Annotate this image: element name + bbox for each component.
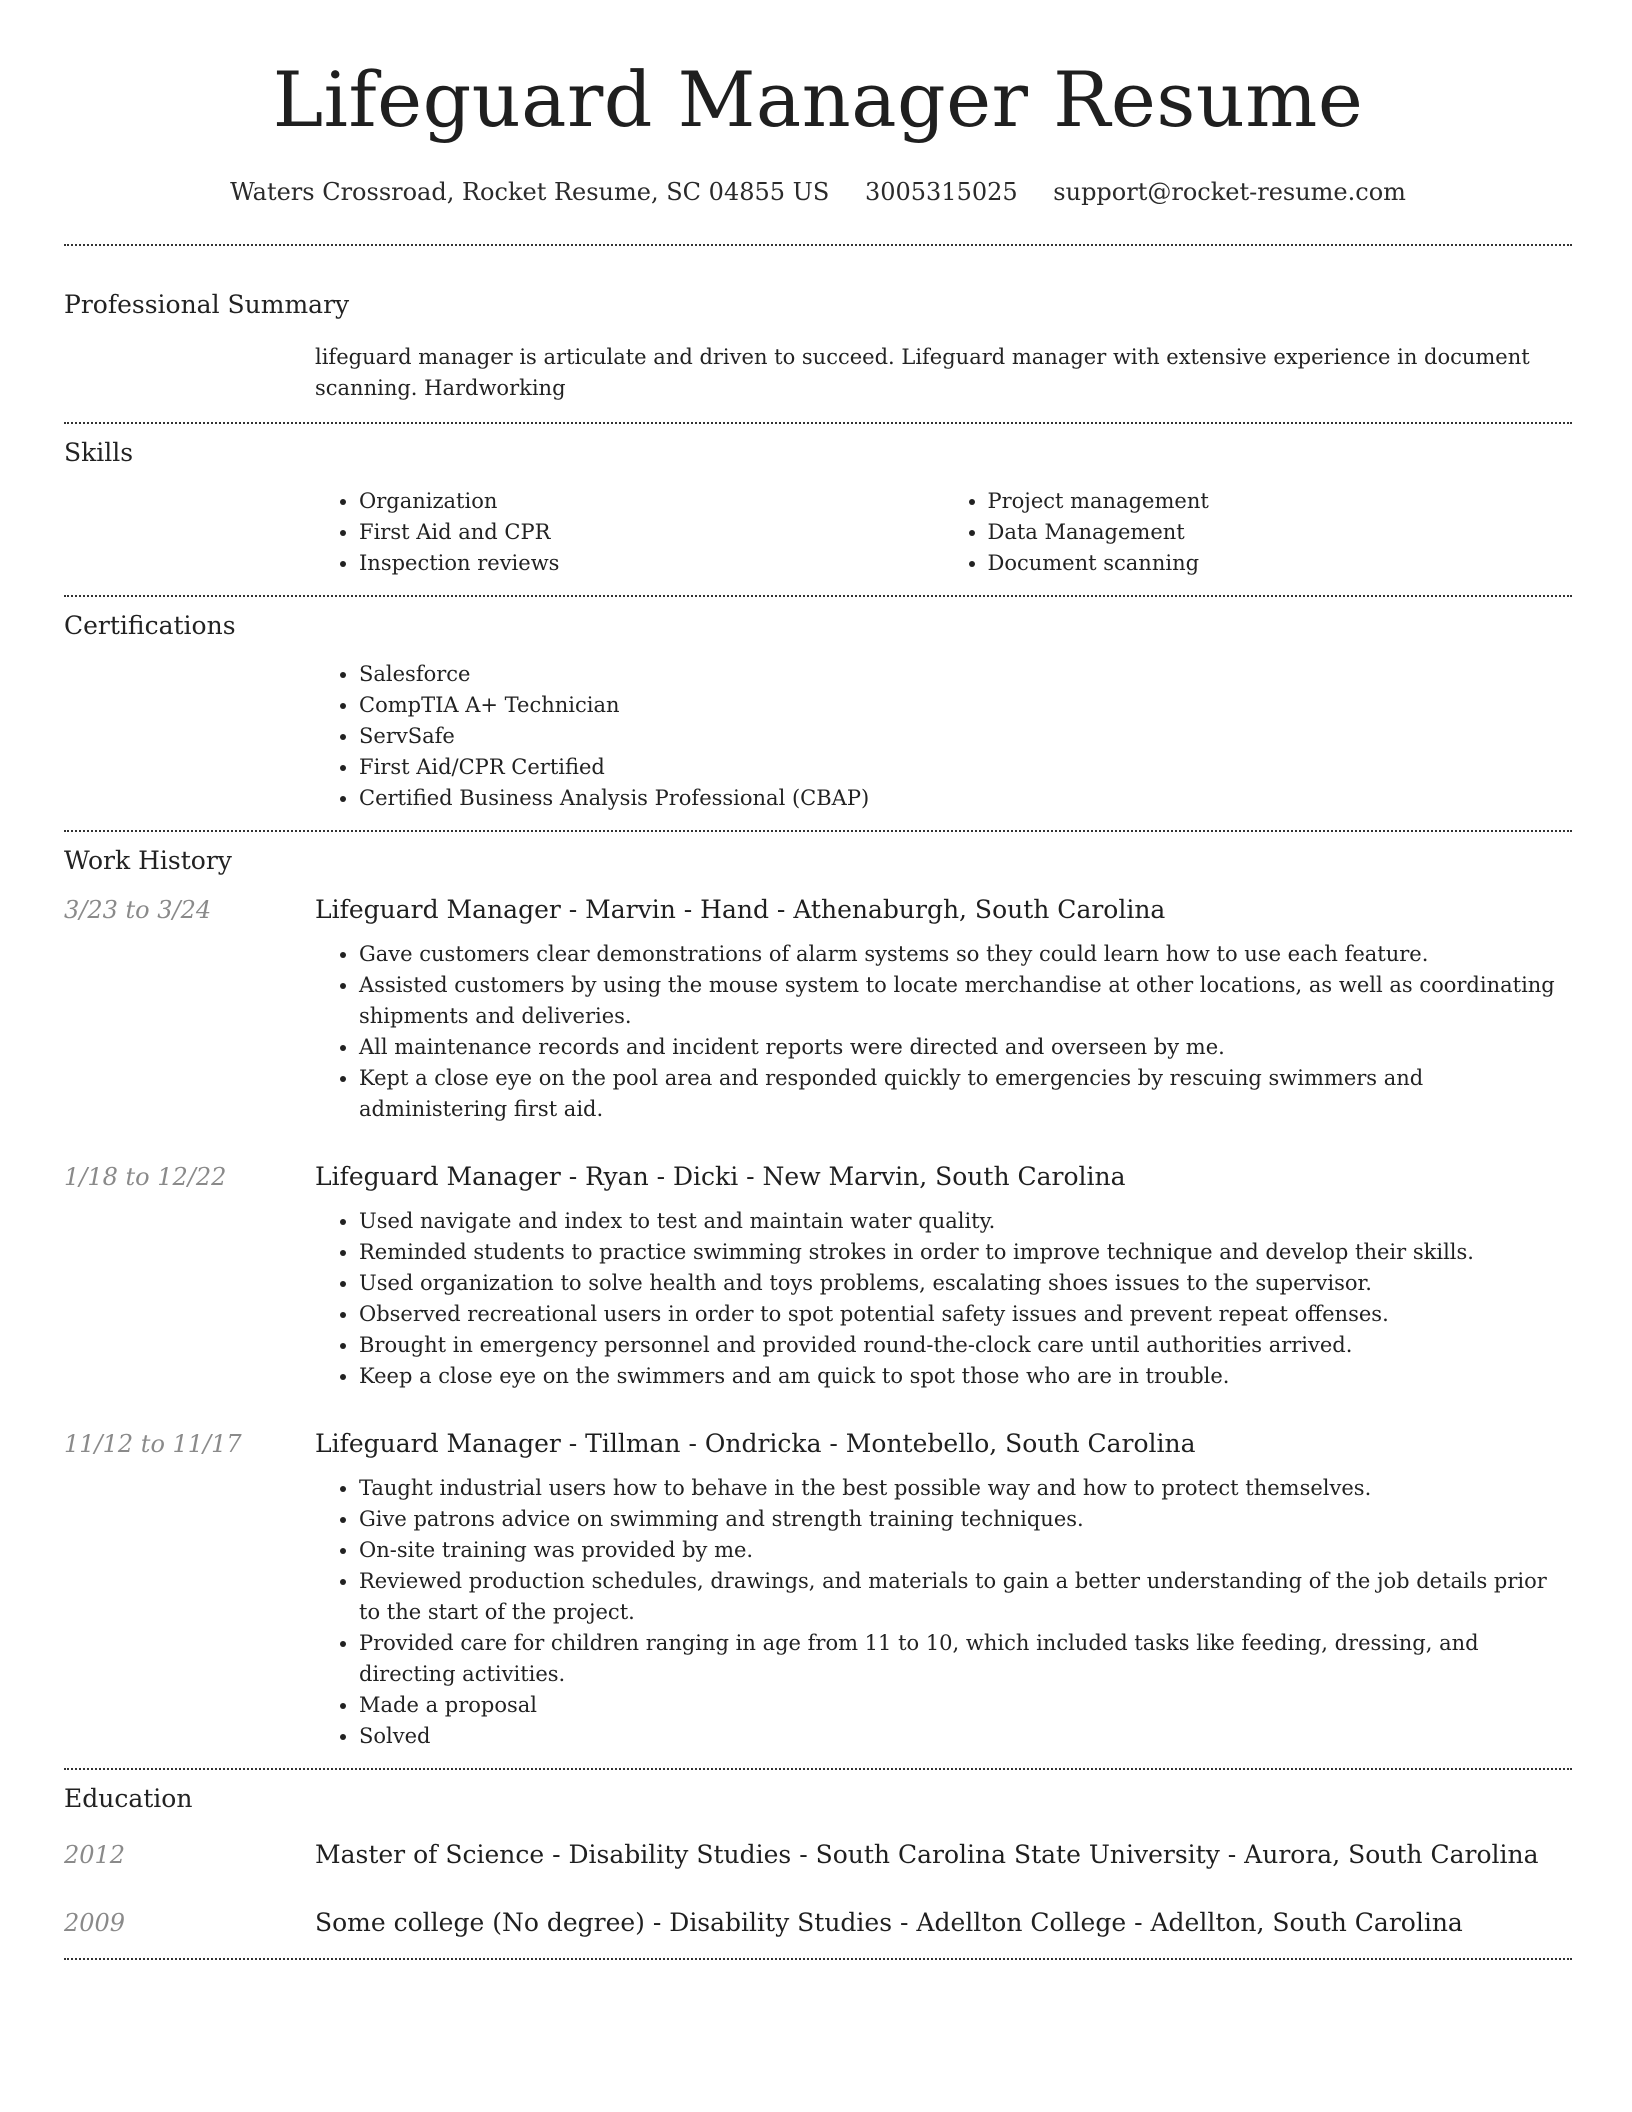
job-bullet: • Solved [359,1721,1572,1752]
education-entry [64,1838,1572,1872]
work-history-heading: Work History [64,846,232,875]
job-date: 3/23 to 3/24 [64,896,212,924]
skill-item: • Organization [359,486,944,517]
job-entry [64,1428,1572,1752]
certifications-section [64,597,1572,830]
skill-item: • Data Management [988,517,1573,548]
skill-item: • Project management [988,486,1573,517]
summary-heading: Professional Summary [64,290,350,319]
education-date: 2009 [64,1909,126,1937]
job-bullet: • Keep a close eye on the swimmers and am quick to spot those who are in trouble. [359,1361,1572,1392]
certification-item: • Certified Business Analysis Professional (CBAP) [359,783,1572,814]
skills-heading: Skills [64,438,134,467]
certifications-ul [315,659,1572,814]
job-title: Lifeguard Manager - Ryan - Dicki - New Marvin, South Carolina [315,1162,1126,1191]
job-bullet: • Gave customers clear demonstrations of alarm systems so they could learn how to use each feature. [359,939,1572,970]
job-date: 1/18 to 12/22 [64,1163,227,1191]
education-title: Master of Science - Disability Studies - South Carolina State University - Aurora, South Carolina [315,1840,1539,1869]
certification-item: • Salesforce [359,659,1572,690]
contact-phone: 3005315025 [864,178,1018,206]
divider [64,1958,1572,1960]
summary-section [64,246,1572,422]
certification-item: • ServSafe [359,721,1572,752]
education-date: 2012 [64,1841,126,1869]
resume-title: Lifeguard Manager Resume [272,55,1364,144]
job-title: Lifeguard Manager - Marvin - Hand - Athenaburgh, South Carolina [315,895,1166,924]
certification-item: • CompTIA A+ Technician [359,690,1572,721]
job-bullet: • Made a proposal [359,1690,1572,1721]
job-bullet: • Brought in emergency personnel and provided round-the-clock care until authorities arrived. [359,1330,1572,1361]
skills-section [64,424,1572,595]
job-bullet: • All maintenance records and incident reports were directed and overseen by me. [359,1032,1572,1063]
education-heading: Education [64,1784,193,1813]
resume-page [64,0,1572,1960]
skills-col-1 [315,486,944,579]
education-entry [64,1906,1572,1940]
job-bullets [315,939,1572,1125]
job-bullet: • Used organization to solve health and toys problems, escalating shoes issues to the supervisor. [359,1268,1572,1299]
education-section [64,1770,1572,1958]
skill-item: • Inspection reviews [359,548,944,579]
job-bullet: • On-site training was provided by me. [359,1535,1572,1566]
education-title: Some college (No degree) - Disability Studies - Adellton College - Adellton, South Carolina [315,1908,1463,1937]
job-entry [64,894,1572,1125]
job-bullet: • Taught industrial users how to behave in the best possible way and how to protect themselves. [359,1473,1572,1504]
certifications-heading: Certifications [64,611,236,640]
job-bullets [315,1473,1572,1752]
certification-item: • First Aid/CPR Certified [359,752,1572,783]
contact-address: Waters Crossroad, Rocket Resume, SC 04855 US [230,178,830,206]
job-title: Lifeguard Manager - Tillman - Ondricka - Montebello, South Carolina [315,1429,1196,1458]
contact-email: support@rocket-resume.com [1053,178,1406,206]
job-bullet: • Kept a close eye on the pool area and responded quickly to emergencies by rescuing swimmers and administering first aid. [359,1063,1572,1125]
skill-item: • Document scanning [988,548,1573,579]
job-bullet: • Assisted customers by using the mouse system to locate merchandise at other locations, as well as coordinating shipments and deliveries. [359,970,1572,1032]
job-bullets [315,1206,1572,1392]
skills-list [315,486,1572,579]
skill-item: • First Aid and CPR [359,517,944,548]
job-bullet: • Provided care for children ranging in age from 11 to 10, which included tasks like feeding, dressing, and directing activities. [359,1628,1572,1690]
job-bullet: • Reviewed production schedules, drawings, and materials to gain a better understanding of the job details prior to the start of the project. [359,1566,1572,1628]
skills-col-2 [944,486,1573,579]
certifications-list [315,659,1572,814]
job-bullet: • Observed recreational users in order to spot potential safety issues and prevent repeat offenses. [359,1299,1572,1330]
summary-text: lifeguard manager is articulate and driven to succeed. Lifeguard manager with extensive experience in document scanning. Hardworking [315,345,1530,400]
contact-line [64,176,1572,208]
job-bullet: • Give patrons advice on swimming and strength training techniques. [359,1504,1572,1535]
work-history-section [64,832,1572,1768]
job-entry [64,1161,1572,1392]
job-bullet: • Used navigate and index to test and maintain water quality. [359,1206,1572,1237]
job-date: 11/12 to 11/17 [64,1430,242,1458]
job-bullet: • Reminded students to practice swimming strokes in order to improve technique and develop their skills. [359,1237,1572,1268]
